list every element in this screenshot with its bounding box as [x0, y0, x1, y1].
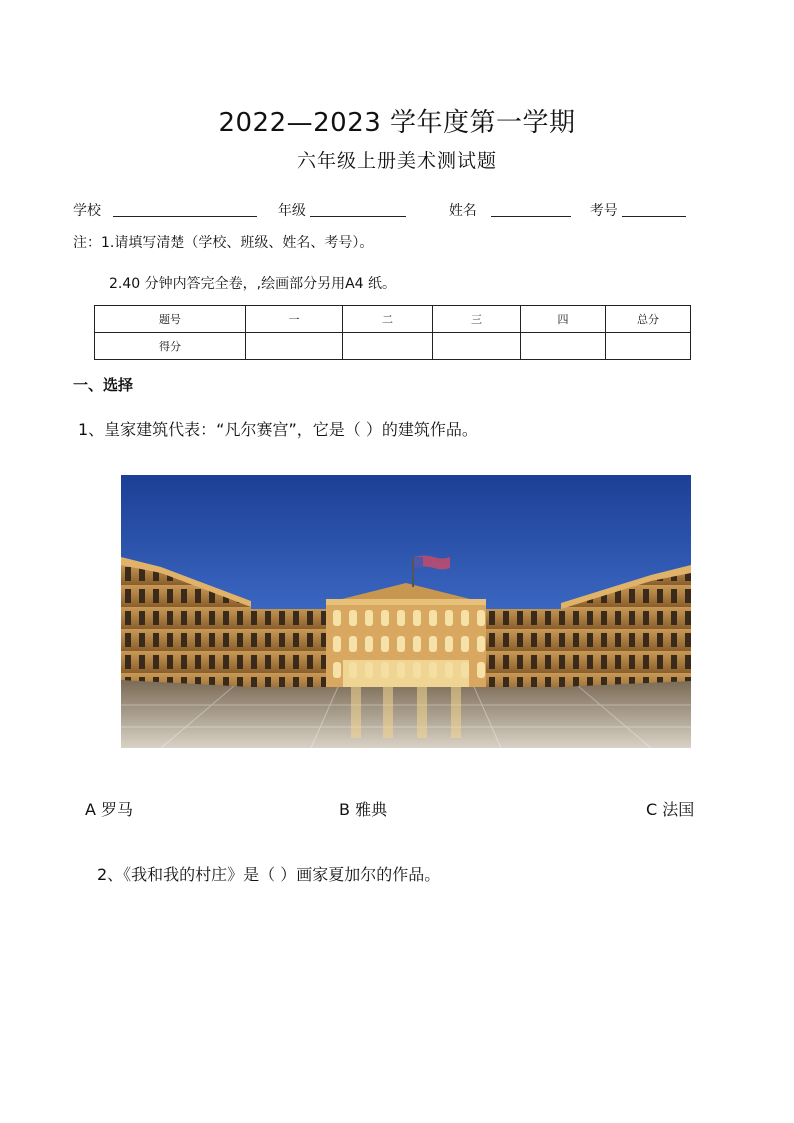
exam-no-label: 考号 — [589, 203, 618, 219]
score-table-score-row — [95, 333, 691, 360]
score-cell-4[interactable] — [521, 333, 606, 360]
name-label: 姓名 — [448, 203, 477, 219]
score-table-header-row — [95, 306, 691, 333]
header-cell-3: 三 — [433, 306, 521, 333]
score-table — [94, 305, 691, 360]
page-subtitle: 六年级上册美术测试题 — [296, 150, 497, 172]
option-a[interactable]: A 罗马 — [85, 800, 134, 819]
header-cell-total: 总分 — [606, 306, 691, 333]
name-blank[interactable] — [491, 202, 571, 217]
question-1: 1、皇家建筑代表：“凡尔赛宫”，它是（ ）的建筑作品。 — [78, 420, 478, 439]
school-label: 学校 — [73, 203, 101, 219]
header-cell-2: 二 — [343, 306, 433, 333]
header-cell-4: 四 — [521, 306, 606, 333]
score-cell-2[interactable] — [343, 333, 433, 360]
option-b[interactable]: B 雅典 — [339, 800, 388, 819]
page-title: 2022—2023 学年度第一学期 — [218, 108, 576, 138]
exam-no-blank[interactable] — [622, 202, 686, 217]
score-cell-1[interactable] — [246, 333, 343, 360]
header-cell-question-no: 题号 — [95, 306, 246, 333]
note-2: 2.40 分钟内答完全卷，,绘画部分另用A4 纸。 — [109, 276, 397, 292]
note-1: 注：1.请填写清楚（学校、班级、姓名、考号）。 — [73, 235, 374, 251]
option-c[interactable]: C 法国 — [646, 800, 695, 819]
grade-label: 年级 — [277, 203, 306, 219]
score-cell-total[interactable] — [606, 333, 691, 360]
section-title: 一、选择 — [73, 376, 134, 394]
score-row-label: 得分 — [95, 333, 246, 360]
header-cell-1: 一 — [246, 306, 343, 333]
school-blank[interactable] — [113, 202, 257, 217]
student-info-row — [73, 200, 686, 220]
grade-blank[interactable] — [310, 202, 406, 217]
palace-photo — [121, 475, 691, 748]
score-cell-3[interactable] — [433, 333, 521, 360]
question-2: 2、《我和我的村庄》是（ ）画家夏加尔的作品。 — [97, 865, 441, 884]
